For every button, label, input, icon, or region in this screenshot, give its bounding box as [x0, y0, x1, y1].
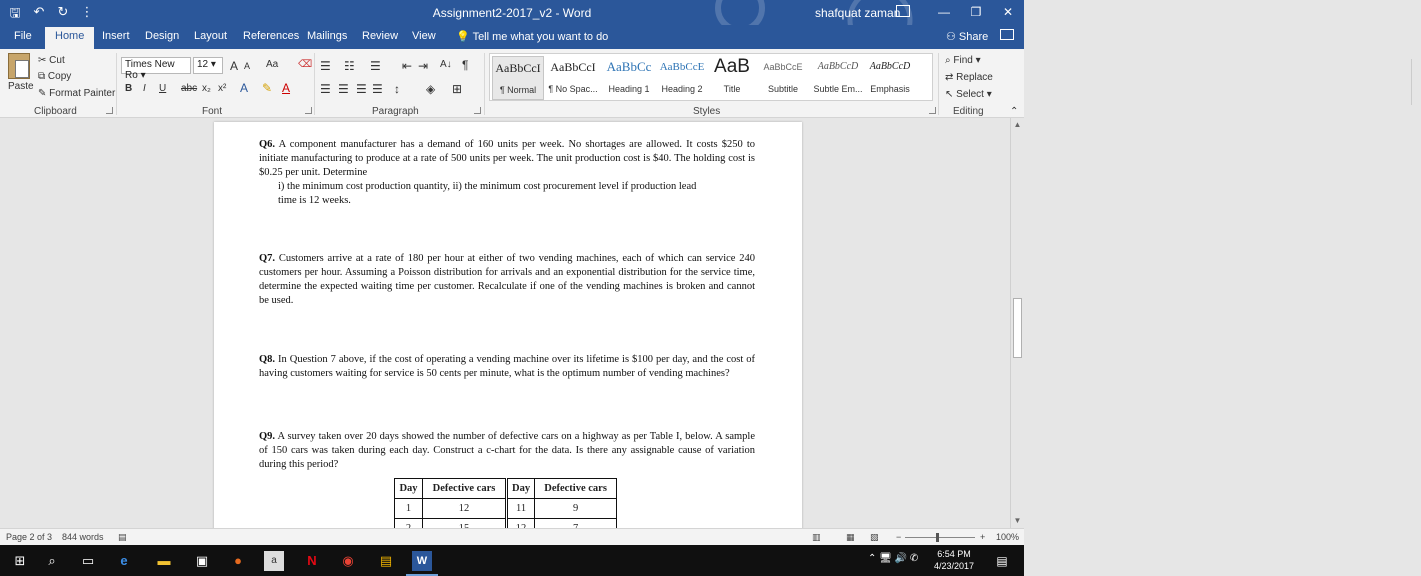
firefox-icon[interactable]: ●: [234, 553, 242, 568]
window-title: Assignment2-2017_v2 - Word: [432, 6, 592, 20]
bullets-icon[interactable]: ☰: [320, 59, 331, 73]
save-icon[interactable]: 🖫: [9, 5, 21, 20]
line-spacing-icon[interactable]: ↕: [394, 82, 400, 96]
copy-button[interactable]: ⧉ Copy: [38, 71, 72, 82]
align-left-icon[interactable]: ☰: [320, 82, 331, 96]
subscript-button[interactable]: x₂: [202, 83, 211, 94]
divider: [938, 53, 939, 115]
cursor-icon: ↖: [945, 89, 957, 100]
clock[interactable]: [934, 548, 974, 572]
text-effects-icon[interactable]: A: [240, 81, 249, 95]
style-subtitle[interactable]: AaBbCcE Subtitle: [763, 62, 803, 94]
scroll-down-icon[interactable]: ▼: [1013, 516, 1022, 525]
web-layout-icon[interactable]: ▧: [870, 532, 879, 542]
window-controls: [928, 0, 1024, 25]
paragraph-group-label: Paragraph: [372, 106, 419, 117]
decrease-indent-icon[interactable]: ⇤: [402, 59, 413, 73]
numbering-icon[interactable]: ☷: [344, 59, 355, 73]
strikethrough-button[interactable]: abc: [181, 83, 198, 94]
word-taskbar-icon[interactable]: W: [412, 551, 432, 571]
zoom-slider[interactable]: [905, 537, 975, 538]
zoom-slider-thumb[interactable]: [936, 533, 939, 542]
tab-references[interactable]: References: [243, 30, 300, 42]
tab-layout[interactable]: Layout: [194, 30, 228, 42]
tab-view[interactable]: View: [412, 30, 436, 42]
font-name-box[interactable]: Times New Ro ▾: [121, 57, 191, 74]
highlight-color-icon[interactable]: ✎: [262, 81, 273, 95]
scroll-thumb[interactable]: [1013, 298, 1022, 358]
clear-formatting-icon[interactable]: ⌫: [298, 59, 313, 70]
comments-icon[interactable]: [1000, 29, 1014, 40]
title-bar: [0, 0, 1024, 25]
sort-button[interactable]: A↓: [440, 59, 452, 70]
styles-group-label: Styles: [693, 106, 721, 117]
clock-date: 4/23/2017: [934, 561, 975, 571]
proofing-icon[interactable]: ▤: [118, 532, 127, 542]
show-marks-button[interactable]: ¶: [462, 58, 469, 72]
divider: [484, 53, 485, 115]
paragraph-launcher-icon[interactable]: [474, 107, 481, 114]
search-icon[interactable]: ⌕: [48, 553, 56, 568]
file-explorer-icon[interactable]: ▬: [157, 553, 171, 568]
undo-icon[interactable]: ↶: [33, 4, 45, 19]
justify-icon[interactable]: ☰: [372, 82, 383, 96]
change-case-button[interactable]: Aa: [266, 59, 279, 70]
styles-more-scroll[interactable]: [1411, 59, 1421, 105]
paste-button[interactable]: Paste: [8, 81, 34, 92]
vertical-scrollbar[interactable]: [1010, 118, 1024, 528]
zoom-level[interactable]: 100%: [996, 532, 1020, 542]
superscript-button[interactable]: x²: [218, 83, 227, 94]
user-name[interactable]: shafquat zaman: [815, 6, 901, 20]
styles-gallery: [489, 53, 933, 101]
page-count[interactable]: Page 2 of 3: [6, 532, 53, 542]
shading-icon[interactable]: ◈: [426, 82, 436, 96]
style-subtle-emphasis[interactable]: AaBbCcD Subtle Em...: [813, 61, 863, 94]
tab-insert[interactable]: Insert: [102, 30, 130, 42]
replace-icon: ⇄: [945, 72, 957, 83]
brush-icon: ✎: [38, 88, 50, 99]
replace-button[interactable]: ⇄ Replace: [945, 72, 993, 83]
tab-file[interactable]: File: [14, 30, 32, 42]
action-center-icon[interactable]: ▤: [996, 554, 1008, 568]
font-group-label: Font: [202, 106, 223, 117]
system-tray-icons[interactable]: ⌃ 🖥 🔊 ✆: [868, 553, 919, 564]
paste-icon[interactable]: [8, 53, 30, 79]
grow-font-button[interactable]: A: [230, 59, 239, 73]
minimize-button[interactable]: —: [938, 5, 950, 19]
align-center-icon[interactable]: ☰: [338, 82, 349, 96]
redo-icon[interactable]: ↻: [57, 4, 69, 19]
clipboard-launcher-icon[interactable]: [106, 107, 113, 114]
print-layout-icon[interactable]: ▦: [846, 532, 855, 542]
netflix-icon[interactable]: N: [307, 553, 317, 568]
increase-indent-icon[interactable]: ⇥: [418, 59, 429, 73]
question-7: Q7. Customers arrive at a rate of 180 per hour at either of two vending machines, each of which can service 240 customers per hour. Assuming a Poisson distribution for arrivals and an exponential distribution for the service time, determine the expected waiting time per customer. Recalculate if one of the vending machines is broken and cannot be used.: [259, 253, 755, 306]
tab-home[interactable]: Home: [45, 27, 94, 49]
style-emphasis[interactable]: AaBbCcD Emphasis: [869, 61, 911, 94]
edge-icon[interactable]: e: [120, 553, 128, 568]
style-no-spacing[interactable]: AaBbCcI ¶ No Spac...: [548, 60, 598, 94]
bold-button[interactable]: B: [125, 83, 133, 94]
status-bar: [0, 528, 1024, 545]
divider: [116, 53, 117, 115]
find-button[interactable]: ⌕ Find ▾: [945, 55, 981, 66]
question-8: Q8. In Question 7 above, if the cost of operating a vending machine over its lifetime is $100 per day, and the cost of having customers waiting for service is 50 cents per minute, what is the optimum number of vending machines?: [259, 354, 755, 379]
close-button[interactable]: ✕: [1002, 5, 1014, 19]
ribbon-tabs: [0, 25, 1024, 49]
scissors-icon: ✂: [38, 55, 50, 66]
table-row: 1 12 11 9: [395, 499, 617, 519]
task-view-icon[interactable]: ▭: [81, 553, 95, 568]
clipboard-group-label: Clipboard: [34, 106, 77, 117]
sticky-notes-icon[interactable]: ▤: [379, 553, 393, 568]
document-page[interactable]: [214, 122, 802, 542]
styles-launcher-icon[interactable]: [929, 107, 936, 114]
font-color-icon[interactable]: A: [282, 81, 291, 95]
ribbon-display-options-icon[interactable]: [896, 5, 910, 17]
person-icon: ⚇: [946, 31, 959, 43]
clock-time: 6:54 PM: [937, 549, 971, 559]
question-9: Q9. A survey taken over 20 days showed the number of defective cars on a highway as per Table I, below. A sample of 150 cars was taken during each day. Construct a c-chart for the data. Is there any assignable cause of variation during this period?: [259, 431, 755, 470]
scroll-up-icon[interactable]: ▲: [1013, 120, 1022, 129]
restore-button[interactable]: ❐: [970, 5, 982, 19]
amazon-icon[interactable]: a: [264, 551, 284, 571]
customize-qat-icon[interactable]: ⋮: [80, 4, 94, 19]
underline-button[interactable]: U: [159, 83, 167, 94]
ribbon: [0, 49, 1024, 118]
chrome-icon[interactable]: ◉: [342, 553, 354, 568]
borders-icon[interactable]: ⊞: [452, 82, 463, 96]
multilevel-list-icon[interactable]: ☰: [370, 59, 381, 73]
style-heading-2[interactable]: AaBbCcE Heading 2: [659, 61, 705, 94]
style-heading-1[interactable]: AaBbCc Heading 1: [606, 59, 652, 94]
question-6-parts: i) the minimum cost production quantity, ii) the minimum cost procurement level if production lead time is 12 weeks.: [278, 181, 697, 206]
table-header-row: Day Defective cars Day Defective cars: [395, 479, 617, 499]
font-launcher-icon[interactable]: [305, 107, 312, 114]
font-size-box[interactable]: 12 ▾: [193, 57, 223, 74]
zoom-out-button[interactable]: −: [896, 532, 902, 542]
lightbulb-icon: 💡: [456, 31, 473, 43]
cut-button[interactable]: ✂ Cut: [38, 55, 65, 66]
italic-button[interactable]: I: [143, 83, 146, 94]
share-button[interactable]: ⚇ Share: [946, 31, 989, 43]
taskbar: [0, 545, 1024, 576]
select-button[interactable]: ↖ Select ▾: [945, 89, 992, 100]
tell-me-search[interactable]: 💡 Tell me what you want to do: [456, 31, 609, 43]
tab-mailings[interactable]: Mailings: [307, 30, 348, 42]
collapse-ribbon-icon[interactable]: ⌃: [1010, 106, 1019, 117]
style-normal[interactable]: AaBbCcI ¶ Normal: [492, 56, 544, 100]
windows-start-icon[interactable]: ⊞: [14, 553, 26, 568]
format-painter-button[interactable]: ✎ Format Painter: [38, 88, 116, 99]
divider: [314, 53, 315, 115]
editing-group-label: Editing: [953, 106, 984, 117]
word-count[interactable]: 844 words: [62, 532, 104, 542]
align-right-icon[interactable]: ☰: [356, 82, 367, 96]
read-mode-icon[interactable]: ▥: [812, 532, 821, 542]
search-icon: ⌕: [945, 55, 954, 66]
zoom-in-button[interactable]: +: [980, 532, 986, 542]
style-title[interactable]: AaB Title: [714, 56, 750, 94]
document-area: [0, 118, 1010, 528]
copy-icon: ⧉: [38, 71, 48, 82]
shrink-font-button[interactable]: A: [244, 61, 251, 71]
store-icon[interactable]: ▣: [195, 553, 209, 568]
question-6: Q6. A component manufacturer has a demand of 160 units per week. No shortages are allowed. It costs $250 to initiate manufacturing to produce at a rate of 500 units per week. The unit production cost is $40. The holding cost is $0.25 per unit. Determine: [259, 139, 755, 178]
tab-design[interactable]: Design: [145, 30, 180, 42]
tab-review[interactable]: Review: [362, 30, 399, 42]
